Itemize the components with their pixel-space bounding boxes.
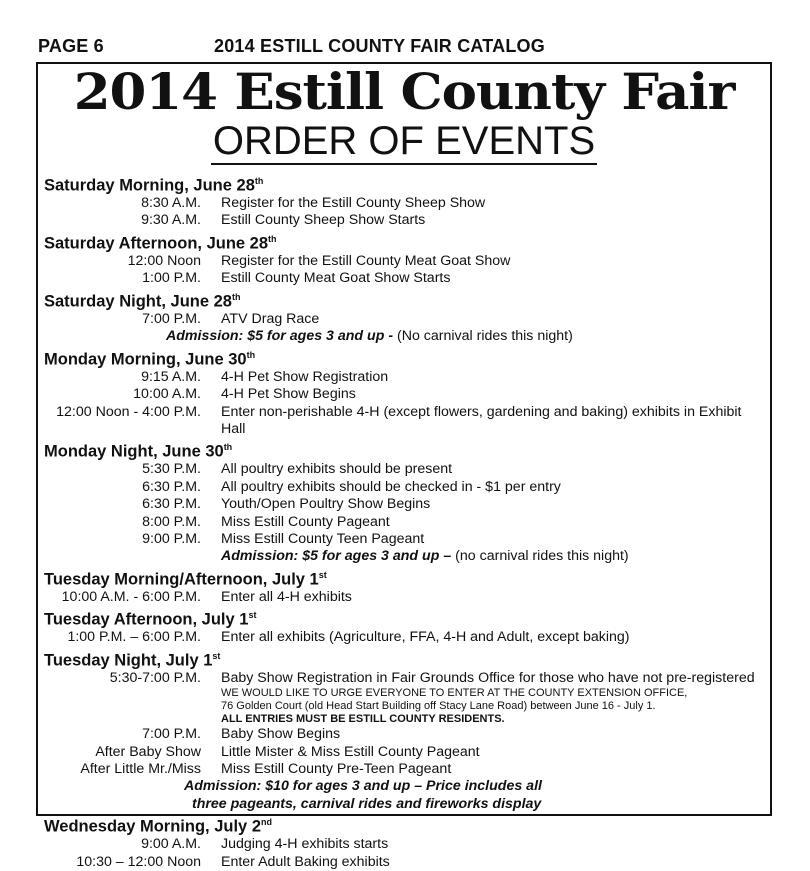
- section-label: Saturday Night, June 28: [44, 292, 232, 311]
- event-row: [44, 311, 768, 328]
- event-time: 7:00 P.M.: [142, 310, 201, 327]
- section-heading: [44, 288, 768, 311]
- admission-note: [221, 548, 768, 565]
- section-label: Tuesday Morning/Afternoon, July 1: [44, 570, 319, 589]
- admission-detail: (No carnival rides this night): [393, 328, 573, 345]
- section-sup: nd: [261, 817, 272, 828]
- event-time: 8:30 A.M.: [141, 195, 201, 212]
- event-desc: 4-H Pet Show Begins: [221, 386, 356, 403]
- event-desc: Estill County Meat Goat Show Starts: [221, 270, 451, 287]
- event-row: [44, 496, 768, 513]
- event-time: 10:00 A.M.: [133, 386, 201, 403]
- page-title: 2014 Estill County Fair: [73, 62, 735, 121]
- admission-price: Admission: $5 for ages 3 and up –: [221, 548, 452, 565]
- event-desc: Miss Estill County Pageant: [221, 513, 390, 530]
- event-desc: 4-H Pet Show Registration: [221, 368, 389, 385]
- event-time: 10:00 A.M. - 6:00 P.M.: [61, 588, 201, 605]
- event-desc: Enter Adult Baking exhibits: [221, 853, 390, 870]
- events-list: [44, 172, 768, 871]
- section-heading: [44, 438, 768, 461]
- event-row: [44, 386, 768, 403]
- section-sup: th: [268, 233, 277, 244]
- admission-note: [166, 328, 768, 345]
- section-sup: st: [248, 610, 257, 621]
- event-time: 10:30 – 12:00 Noon: [76, 853, 201, 870]
- event-desc: Baby Show Registration in Fair Grounds Office for those who have not pre-registered: [221, 669, 755, 686]
- event-desc: Miss Estill County Pre-Teen Pageant: [221, 761, 452, 777]
- section-label: Saturday Morning, June 28: [44, 176, 255, 195]
- event-row: [44, 854, 768, 871]
- event-desc: Register for the Estill County Sheep Show: [221, 195, 486, 212]
- event-time: 9:00 P.M.: [142, 530, 201, 547]
- event-row: [44, 461, 768, 478]
- section-heading: [44, 566, 768, 589]
- admission-note-line2: three pageants, carnival rides and fireworks display: [192, 795, 542, 812]
- event-desc: Baby Show Begins: [221, 726, 341, 743]
- event-row: [44, 369, 768, 386]
- section-sup: st: [212, 650, 221, 661]
- section-heading: [44, 230, 768, 253]
- section-label: Saturday Afternoon, June 28: [44, 234, 269, 253]
- page-header: [38, 36, 778, 58]
- event-desc: Enter all 4-H exhibits: [221, 588, 352, 605]
- event-row: [44, 629, 768, 646]
- event-time: 7:00 P.M.: [142, 726, 201, 743]
- admission-price: Admission: $5 for ages 3 and up -: [166, 328, 394, 345]
- event-time: 12:00 Noon: [127, 252, 201, 269]
- event-row: [44, 404, 768, 439]
- event-desc: ATV Drag Race: [221, 310, 320, 327]
- event-time: 6:30 P.M.: [142, 478, 201, 495]
- section-label: Monday Morning, June 30: [44, 350, 247, 369]
- event-desc: All poultry exhibits should be present: [221, 461, 453, 478]
- event-desc: All poultry exhibits should be checked in - $1 per entry: [221, 478, 561, 495]
- event-desc: Youth/Open Poultry Show Begins: [221, 496, 431, 513]
- event-time: After Baby Show: [95, 743, 201, 760]
- event-row: [44, 253, 768, 270]
- event-desc: Miss Estill County Teen Pageant: [221, 530, 425, 547]
- event-time: 5:30-7:00 P.M.: [109, 669, 201, 686]
- admission-note-line1: Admission: $10 for ages 3 and up – Price includes all: [184, 778, 542, 795]
- event-desc: Enter non-perishable 4-H (except flowers, gardening and baking) exhibits in Exhibit Hall: [221, 403, 742, 437]
- event-row: [44, 514, 768, 531]
- admission-detail: (no carnival rides this night): [451, 548, 629, 565]
- catalog-title: 2014 ESTILL COUNTY FAIR CATALOG: [214, 36, 545, 56]
- section-sup: th: [231, 291, 241, 302]
- event-desc: Little Mister & Miss Estill County Pageant: [221, 743, 480, 760]
- event-row: [44, 212, 768, 229]
- residency-note: ALL ENTRIES MUST BE ESTILL COUNTY RESIDENTS.: [221, 713, 505, 726]
- section-label: Tuesday Afternoon, July 1: [44, 610, 249, 629]
- section-sup: th: [254, 176, 264, 186]
- event-time: 12:00 Noon - 4:00 P.M.: [56, 403, 201, 420]
- event-desc: Estill County Sheep Show Starts: [221, 212, 426, 229]
- section-sup: th: [223, 442, 233, 453]
- event-time: 8:00 P.M.: [142, 513, 201, 530]
- event-desc: Register for the Estill County Meat Goat Show: [221, 252, 511, 269]
- event-time: 9:00 A.M.: [141, 836, 201, 853]
- subtitle-text: ORDER OF EVENTS: [212, 119, 596, 163]
- page-number: PAGE 6: [38, 36, 104, 56]
- event-row: [44, 670, 768, 687]
- section-sup: th: [246, 349, 256, 360]
- event-row: [44, 479, 768, 496]
- event-row: [44, 270, 768, 287]
- event-row: [44, 531, 768, 548]
- event-row: [44, 761, 768, 778]
- extension-note: WE WOULD LIKE TO URGE EVERYONE TO ENTER AT THE COUNTY EXTENSION OFFICE,: [221, 687, 688, 700]
- section-heading: [44, 647, 768, 670]
- event-row: [44, 726, 768, 743]
- event-time: 9:15 A.M.: [141, 368, 201, 385]
- event-row: [44, 589, 768, 606]
- event-time: After Little Mr./Miss: [80, 761, 201, 777]
- event-time: 5:30 P.M.: [142, 461, 201, 478]
- event-row: [44, 836, 768, 853]
- event-desc: Enter all exhibits (Agriculture, FFA, 4-H and Adult, except baking): [221, 629, 630, 646]
- event-time: 6:30 P.M.: [142, 496, 201, 513]
- event-time: 1:00 P.M.: [142, 270, 201, 287]
- event-desc: Judging 4-H exhibits starts: [221, 836, 389, 853]
- extension-address: 76 Golden Court (old Head Start Building off Stacy Lane Road) between June 16 - July 1.: [221, 700, 656, 713]
- section-sup: st: [318, 569, 327, 580]
- section-label: Wednesday Morning, July 2: [44, 817, 261, 836]
- section-heading: [44, 346, 768, 369]
- page-subtitle: [36, 118, 772, 165]
- event-row: [44, 744, 768, 761]
- section-heading: [44, 813, 768, 836]
- section-label: Tuesday Night, July 1: [44, 651, 213, 670]
- event-row: [44, 195, 768, 212]
- section-heading: [44, 172, 768, 195]
- event-time: 1:00 P.M. – 6:00 P.M.: [67, 629, 201, 646]
- event-time: 9:30 A.M.: [141, 212, 201, 229]
- section-label: Monday Night, June 30: [44, 442, 224, 461]
- section-heading: [44, 606, 768, 629]
